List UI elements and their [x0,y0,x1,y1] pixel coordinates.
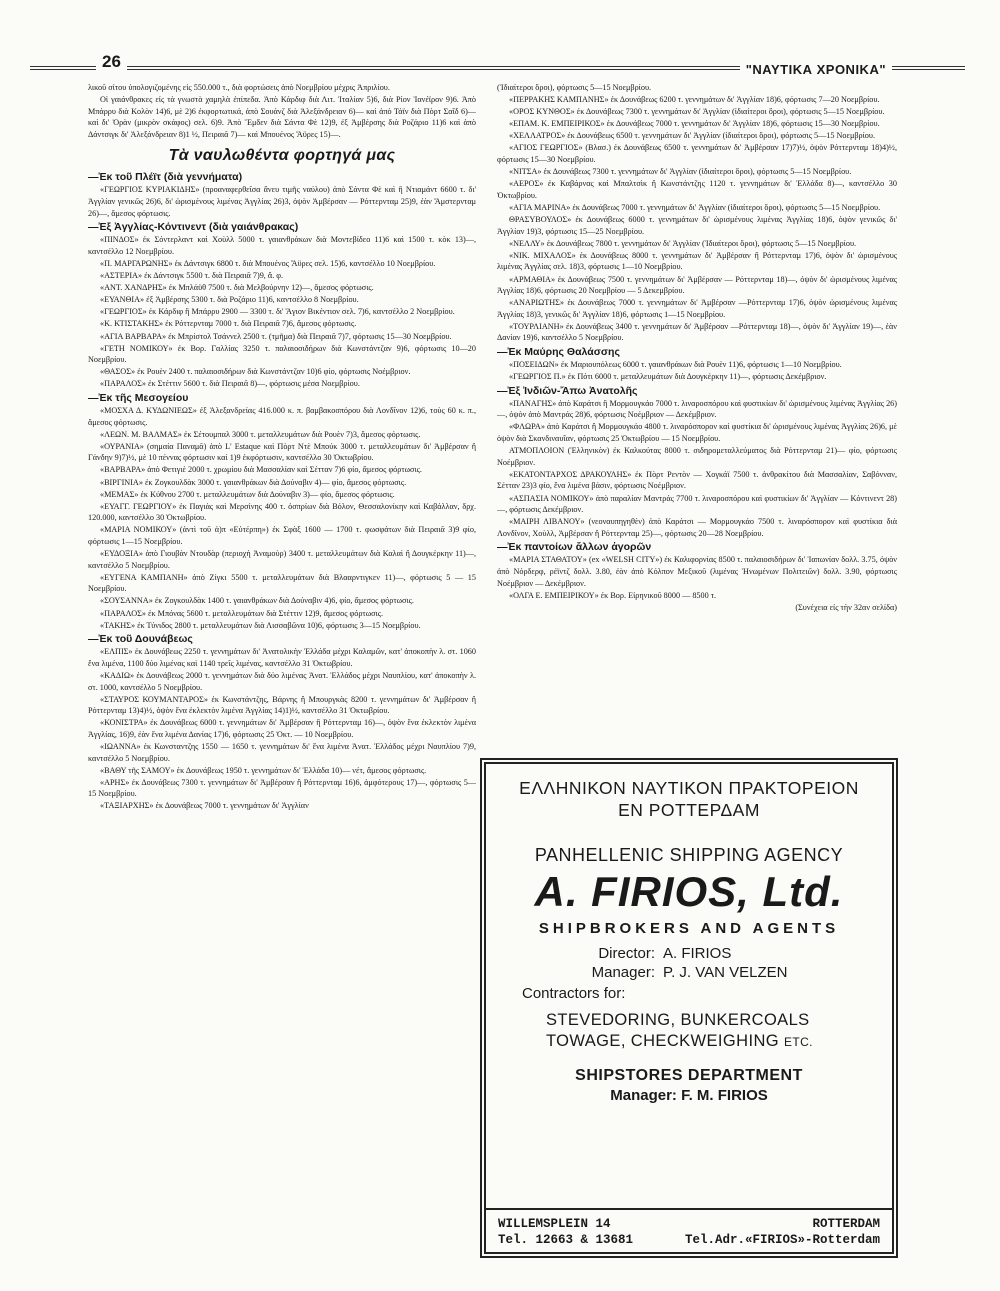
charter-entry: «ΠΟΣΕΙΔΩΝ» ἐκ Μαριουπόλεως 6000 τ. γαιανθράκων διὰ Ρουὲν 11)6, φόρτωσις 1—10 Νοεμβρίου. [509,360,842,370]
charter-entry: «ΓΕΩΡΓΙΟΣ ΚΥΡΙΑΚΙΔΗΣ» (προαναφερθεῖσα ἄνευ τιμῆς ναύλου) ἀπὸ Σάντα Φὲ καὶ ἢ Ντιαμάντ 6600 τ. δι' Ἀγγλίαν γενικῶς 26)6, δι' ὡρισμένους λιμένας Ἀγγλίας 26)3, ὀψὸν Ἀμβέρσαν — Ρόττερνταμ 25)9, ἐὰν Ἄμστερνταμ 26)—, ἄμεσος φόρτωσις. [88,185,476,218]
advert-greek-title: ΕΛΛΗΝΙΚΟΝ ΝΑΥΤΙΚΟΝ ΠΡΑΚΤΟΡΕΙΟΝ [519,778,859,798]
charter-entry: «ΣΤΑΥΡΟΣ ΚΟΥΜΑΝΤΑΡΟΣ» ἐκ Κωνστάντζης, Βάρνης ἢ Μπουργκὰς 8200 τ. γεννημάτων δι' Ἀμβέρσαν ἢ Ρόττερνταμ 13)4)½, ὀψὸν ἕνα ἐκλεκτὸν λιμένα Ἀγγλίας 14)1)½, καντσέλλο 31 Ὀκτωβρίου. [88,694,476,716]
charter-entry: «ΜΑΡΙΑ ΣΤΑΘΑΤΟΥ» (ex «WELSH CITY») ἐκ Καλιφορνίας 8500 τ. παλαιοσιδήρων δι' Ἰαπωνίαν δολλ. 3.75, ὀψὸν ἀπὸ Νόρδερφ, ρέϊντζ δολλ. 3.80, ἐὰν ἀπὸ Κόλπον Μεξικοῦ (λιμένας Ἡνωμένων Πολιτειῶν) δολλ. 3.90, φόρτωσις Νοέμβριον — Δεκέμβριον. [497,555,897,588]
advert-director-row [486,945,892,962]
charter-entry: «ΚΟΝΙΣΤΡΑ» ἐκ Δουνάβεως 6000 τ. γεννημάτων δι' Ἀμβέρσαν ἢ Ρόττερνταμ 16)—, ὀψὸν ἕνα ἐκλεκτὸν λιμένα Ἀγγλίας, 16)9, ἐὰν ἕνα λιμένα Δανίας 17)6, φόρτωσις 25 Ὀκτ. — 10 Νοεμβρίου. [88,718,476,739]
charter-entry: «ΑΝΤ. ΧΑΝΔΡΗΣ» ἐκ Μπλάϋθ 7500 τ. διὰ Μελβούρνην 12)—, ἄμεσος φόρτωσις. [100,283,374,293]
charter-entry: «ΠΑΡΑΛΟΣ» ἐκ Μπόνας 5600 τ. μεταλλευμάτων διὰ Στέττιν 12)9, ἄμεσος φόρτωσις. [100,608,383,618]
services-line-1: STEVEDORING, BUNKERCOALS [546,1011,810,1029]
charter-entry: «ΤΟΥΡΛΙΑΝΗ» ἐκ Δουνάβεως 3400 τ. γεννημάτων δι' Ἀμβέρσαν —Ρόττερνταμ 18)—, ὀψὸν δι' Ἀγγλίαν 19)—, ἐὰν Δανίαν 19)6, καντσέλλο 5 Νοεμβρίου. [497,321,897,343]
section-heading: —Ἐκ τοῦ Δουνάβεως [88,633,193,646]
charter-entry: «ΦΛΩΡΑ» ἀπὸ Καράτσι ἢ Μορμουγκάο 4800 τ. λιναρόσπορον καὶ φυστίκια δι' ὡρισμένους λιμένας Ἀγγλίας 26)6, μὲ ὀψὸν διὰ Σκανδιναυΐαν, φόρτωσις 25 Ὀκτωβρίου — 15 Νοεμβρίου. [497,422,897,444]
telegraph-address: Tel.Adr.«FIRIOS»-Rotterdam [684,1233,880,1247]
advert-english-name: PANHELLENIC SHIPPING AGENCY [534,845,844,865]
intro-paragraph: Οἱ γαιάνθρακες εἰς τὰ γνωστὰ χαμηλὰ ἐπίπεδα. Ἀπὸ Κάρδιφ διὰ Λιτ. Ἰταλίαν 5)6, διὰ Ρίον Ἰανέϊρον 9)6. Ἀπὸ Μπάρρυ διὰ Κολὸν 14)6, μὲ 2)6 ἐκφορτωτικά, ἀπὸ Σουάνζ διὰ Ἀλεξάνδρειαν 6)— καὶ ἀπὸ Τάϊν διὰ Πὸρτ Σαΐδ 6)— καὶ δι' Ὀρὰν (μικρὸν σκάφος) σελ. 6)9. Ἀπὸ Ἔμδεν διὰ Σάντα Φὲ 12)9, ἐξ Ἀμβέρσης διὰ Ροζάριο 11)6 καὶ ἀπὸ Δάντσιγκ δι' Ἀλεξάνδρειαν 8)1 ½, Πειραιᾶ 7)— καὶ Μπουένος Ἄϋρες 15)—. [88,95,476,139]
advert-contact-bar [486,1208,892,1248]
section-heading: —Ἐκ Μαύρης Θαλάσσης [497,346,620,359]
advert-department-manager: Manager: F. M. FIRIOS [610,1087,768,1104]
charter-entry: «ΜΕΜΑΣ» ἐκ Κύθνου 2700 τ. μεταλλευμάτων διὰ Δούναβιν 3)— φίο, ἄμεσος φόρτωσις. [100,489,395,499]
services-line-2 [546,1031,892,1053]
charter-entry: «ΠΕΡΡΑΚΗΣ ΚΑΜΠΑΝΗΣ» ἐκ Δουνάβεως 6200 τ. γεννημάτων δι' Ἀγγλίαν 18)6, φόρτωσις 7—20 Νοεμβρίου. [509,95,880,105]
charter-entry: «ΕΥΓΕΝΑ ΚΑΜΠΑΝΗ» ἀπὸ Ζίγκι 5500 τ. μεταλλευμάτων διὰ Βλααρντιγκεν 11)—, φόρτωσις 5 — 15 Νοεμβρίου. [88,572,476,594]
charter-entry: «ΓΕΩΡΓΙΟΣ» ἐκ Κάρδιφ ἢ Μπάρρυ 2900 — 3300 τ. δι' Ἅγιον Βικέντιον σελ. 7)6, καντσέλλο 2 Νοεμβρίου. [100,307,455,317]
advert-department: SHIPSTORES DEPARTMENT [575,1067,803,1084]
charter-entry: «ΠΑΝΑΓΗΣ» ἀπὸ Καράτσι ἢ Μορμουγκάο 7000 τ. λιναροσπόρου καὶ φυστικίων δι' ὡρισμένους λιμένας Ἀγγλίας 26)—, ὀψὸν ἀπὸ Μαντράς 28)6, φόρτωσις Νοέμβριον — Δεκέμβριον. [497,398,897,420]
charter-entry: «Π. ΜΑΡΓΑΡΩΝΗΣ» ἐκ Δάντσιγκ 6800 τ. διὰ Μπουένος Ἄϋρες σελ. 15)6, καντσέλλο 10 Νοεμβρίου. [100,258,436,268]
advert-greek-city: ΕΝ ΡΟΤΤΕΡΔΑΜ [618,800,760,820]
charter-entry: «ΕΠΑΜ. Κ. ΕΜΠΕΙΡΙΚΟΣ» ἐκ Δουνάβεως 7000 τ. γεννημάτων δι' Ἀγγλίαν 18)6, φόρτωσις 15—30 Νοεμβρίου. [509,119,880,129]
section-heading: —Ἐκ τοῦ Πλέϊτ (διὰ γεννήματα) [88,171,243,184]
charter-entry: «ΜΟΣΧΑ Δ. ΚΥΔΩΝΙΕΩΣ» ἐξ Ἀλεξανδρείας 416.000 κ. π. βαμβακοσπόρου διὰ Λονδῖνον 12)6, τοὺς 60 κ. π., ἄμεσος φόρτωσις. [88,405,476,427]
left-column [88,82,476,1262]
manager-name: P. J. VAN VELZEN [663,964,788,981]
charter-entry: «ΝΙΤΣΑ» ἐκ Δουνάβεως 7300 τ. γεννημάτων δι' Ἀγγλίαν (ἰδιαίτεροι ὅροι), φόρτωσις 5—15 Νοεμβρίου. [509,167,852,177]
advert-firm-name: A. FIRIOS, Ltd. [534,868,844,915]
charter-entry: «ΟΛΓΑ Ε. ΕΜΠΕΙΡΙΚΟΥ» ἐκ Βορ. Εἰρηνικοῦ 8000 — 8500 τ. [509,590,717,600]
charter-entry: «ΒΑΘΥ τῆς ΣΑΜΟΥ» ἐκ Δουνάβεως 1950 τ. γεννημάτων δι' Ἑλλάδα 10)— νέτ, ἄμεσος φόρτωσις. [100,765,427,775]
address-left: WILLEMSPLEIN 14 [498,1217,611,1231]
charter-entry: «ΙΩΑΝΝΑ» ἐκ Κωνσταντζης 1550 — 1650 τ. γεννημάτων δι' ἕνα λιμένα Ἀνατ. Ἑλλάδος μέχρι Ναυπλίου 7)9, καντσέλλο 5 Νοεμβρίου. [88,742,476,763]
charter-entry: «ΓΕΤΗ ΝΟΜΙΚΟΥ» ἐκ Βορ. Γαλλίας 3250 τ. παλαιοσιδήρων διὰ Κωνστάντζαν 9)6, φόρτωσις 10—20 Νοεμβρίου. [88,343,476,365]
charter-entry: «ΕΛΠΙΣ» ἐκ Δουνάβεως 2250 τ. γεννημάτων δι' Ἀνατολικὴν Ἑλλάδα μέχρι Καλαμῶν, κατ' ἀποκοπὴν λ. στ. 1060 ἕνα λιμένα, 1100 δύο λιμένας καὶ 1140 τρεῖς λιμένας, καντσέλλο 31 Ὀκτωβρίου. [88,647,476,668]
services-etc: ETC. [783,1035,813,1049]
director-name: A. FIRIOS [663,945,732,962]
continuation-note: (Συνέχεια εἰς τὴν 32αν σελίδα) [795,602,897,612]
charter-entry: «ΑΡΗΣ» ἐκ Δουνάβεως 7300 τ. γεννημάτων δι' Ἀμβέρσαν ἢ Ρόττερνταμ 16)6, ἀμφότερους 17)—, φόρτωσις 5—15 Νοεμβρίου. [88,777,476,799]
address-right: ROTTERDAM [812,1217,880,1231]
page-number: 26 [96,52,127,72]
charter-entry: «ΚΑΔΙΩ» ἐκ Δουνάβεως 2000 τ. γεννημάτων διὰ δύο λιμένας Ἀνατ. Ἑλλάδος μέχρι Ναυπλίου, κατ' ἀποκοπὴν λ. στ. 1000, καντσέλλο 5 Νοεμβρίου. [88,670,476,692]
charter-entry: «ΜΑΙΡΗ ΛΙΒΑΝΟΥ» (νεοναυπηγηθὲν) ἀπὸ Καράτσι — Μορμουγκάο 7500 τ. λιναρόσπορον καὶ φυστίκια διὰ Λονδῖνον, Χοὺλλ, Ἀμβέρσαν ἢ Ρόττερνταμ 25)—, φόρτωσις 20—28 Νοεμβρίου. [497,517,897,538]
director-label: Director: [598,945,655,962]
charter-entry: «ΒΙΡΓΙΝΙΑ» ἐκ Ζογκουλδὰκ 3000 τ. γαιανθράκων διὰ Δούναβιν 4)— φίο, ἄμεσος φόρτωσις. [100,477,407,487]
section-main-heading: Τὰ ναυλωθέντα φορτηγά μας [168,147,396,165]
charter-entry: «ΑΕΡΟΣ» ἐκ Καβάρνας καὶ Μπαλτσὶκ ἢ Κωνστάντζης 1120 τ. γεννημάτων δι' Ἑλλάδα 8)—, καντσέλλο 30 Ὀκτωβρίου. [497,179,897,200]
charter-entry: «ΧΕΛΛΑΤΡΟΣ» ἐκ Δουνάβεως 6500 τ. γεννημάτων δι' Ἀγγλίαν (ἰδιαίτεροι ὅροι), φόρτωσις 5—15 Νοεμβρίου. [509,131,875,141]
advert-manager-row [486,964,892,981]
charter-entry: «ΕΥΑΓΓ. ΓΕΩΡΓΙΟΥ» ἐκ Παγιὰς καὶ Μερσίνης 400 τ. ὀσπρίων διὰ Βόλον, Θεσσαλονίκην καὶ Καβάλλαν, δρχ. 120.000, καντσέλλο 30 Ὀκτωβρίου. [88,501,476,523]
charter-entry: «ΟΡΟΣ ΚΥΝΘΟΣ» ἐκ Δουνάβεως 7300 τ. γεννημάτων δι' Ἀγγλίαν (ἰδιαίτεροι ὅροι), φόρτωσις 5—15 Νοεμβρίου. [509,107,885,117]
charter-entry: «ΕΥΔΟΞΙΑ» ἀπὸ Γιουβὰν Ντουδὰρ (περιοχὴ Ἀναμοὺρ) 3400 τ. μεταλλευμάτων διὰ Καλαὶ ἢ Δουγκέρκην 11)—, καντσέλλο 5 Νοεμβρίου. [88,549,476,570]
charter-entry: ΑΤΜΟΠΛΟΙΟΝ (Ἑλληνικὸν) ἐκ Καλκούτας 8000 τ. σιδηρομεταλλεύματος διὰ Ρόττερνταμ 21)— φίο, φόρτωσις Νοέμβριον. [497,446,897,467]
intro-paragraph: λικοῦ σίτου ὑπολογιζομένης εἰς 550.000 τ., διὰ φορτώσεις ἀπὸ Νοεμβρίου μέχρις Ἀπριλίου. [88,83,390,92]
charter-entry: «ΘΑΣΟΣ» ἐκ Ρουὲν 2400 τ. παλαιοσιδήρων διὰ Κωνστάντζαν 10)6 φίο, φόρτωσις Νοέμβριον. [100,367,411,377]
section-heading: —Ἐξ Ἰνδιῶν-Ἄπω Ἀνατολῆς [497,384,638,397]
charter-entry: «ΛΕΩΝ. Μ. ΒΑΛΜΑΣ» ἐκ Σέτουμπαλ 3000 τ. μεταλλευμάτων διὰ Ρουὲν 7)3, ἄμεσος φόρτωσις. [100,429,421,439]
charter-entry: «ΤΑΚΗΣ» ἐκ Τύνιδος 2800 τ. μεταλλευμάτων διὰ Λισσαβῶνα 10)6, φόρτωσις 3—15 Νοεμβρίου. [100,620,421,630]
intro-paragraph: (Ἰδιαίτεροι ὅροι), φόρτωσις 5—15 Νοεμβρίου. [497,83,652,92]
charter-entry: «ΑΣΠΑΣΙΑ ΝΟΜΙΚΟΥ» ἀπὸ παραλίαν Μαντράς 7700 τ. λιναροσπόρου καὶ φυστικίων δι' Ἀγγλίαν — Κόντινεντ 28)—, φόρτωσις Δεκέμβριον. [497,493,897,515]
telephone-row [498,1232,880,1248]
charter-entry: «ΒΑΡΒΑΡΑ» ἀπὸ Φετιγιὲ 2000 τ. χρωμίου διὰ Μασσαλίαν καὶ Σέτταν 7)6 φίο, ἄμεσος φόρτωσις. [100,465,422,475]
charter-entry: «ΜΑΡΙΑ ΝΟΜΙΚΟΥ» (ἀντὶ τοῦ ἀ)π «Εὐτέρπη») ἐκ Σφὰξ 1600 — 1700 τ. φωσφάτων διὰ Πειραιᾶ 3)9 φίο, φόρτωσις 1—15 Νοεμβρίου. [88,525,476,546]
charter-entry: «ΑΓΙΑ ΜΑΡΙΝΑ» ἐκ Δουνάβεως 7000 τ. γεννημάτων δι' Ἀγγλίαν (ἰδιαίτεροι ὅροι), φόρτωσις 5—15 Νοεμβρίου. [509,202,881,212]
address-row [498,1216,880,1232]
contractors-label: Contractors for: [522,985,626,1002]
charter-entry: ΘΡΑΣΥΒΟΥΛΟΣ» ἐκ Δουνάβεως 6000 τ. γεννημάτων δι' ὡρισμένους λιμένας Ἀγγλίας 18)6, ὀψὸν γενικῶς δι' Ἀγγλίαν 19)3, φόρτωσις 15—25 Νοεμβρίου. [497,215,897,236]
section-heading: —Ἐξ Ἀγγλίας-Κόντινεντ (διὰ γαιάνθρακας) [88,221,299,234]
charter-entry: «ΕΚΑΤΟΝΤΑΡΧΟΣ ΔΡΑΚΟΥΛΗΣ» ἐκ Πὸρτ Ρεντὸν — Χογκάϊ 7500 τ. ἀνθρακίτου διὰ Μασσαλίαν, Σαβόνναν, Σέτταν 23)3 φίο, ἕνα λιμένα βάσιν, φόρτωσις Νοέμβριον. [497,469,897,491]
charter-entry: «ΑΓΙΟΣ ΓΕΩΡΓΙΟΣ» (Βλασ.) ἐκ Δουνάβεως 6500 τ. γεννημάτων δι' Ἀμβέρσαν 17)7)½, ὀψὸν Ρόττερνταμ 18)4)½, φόρτωσις 15—30 Νοεμβρίου. [497,143,897,165]
charter-entry: «ΑΓΙΑ ΒΑΡΒΑΡΑ» ἐκ Μπρίστολ Τσάννελ 2500 τ. (τμῆμα) διὰ Πειραιᾶ 7)7, φόρτωσις 15—30 Νοεμβρίου. [100,331,452,341]
charter-entry: «ΑΣΤΕΡΙΑ» ἐκ Δάντσιγκ 5500 τ. διὰ Πειραιᾶ 7)9, ἄ. φ. [100,271,284,281]
advert-tagline: SHIPBROKERS AND AGENTS [538,920,840,937]
manager-label: Manager: [591,964,655,981]
charter-entry: «Κ. ΚΤΙΣΤΑΚΗΣ» ἐκ Ρόττερνταμ 7000 τ. διὰ Πειραιᾶ 7)6, ἄμεσος φόρτωσις. [100,319,357,329]
charter-entry: «ΑΝΑΡΙΩΤΗΣ» ἐκ Δουνάβεως 7000 τ. γεννημάτων δι' Ἀμβέρσαν —Ρόττερνταμ 17)6, ὀψὸν ὡρισμένους λιμένας Ἀγγλίας 18)3, γενικῶς δι' Ἀγγλίαν 18)6, φόρτωσις 1—15 Νοεμβρίου. [497,298,897,319]
charter-entry: «ΟΥΡΑΝΙΑ» (σημαία Παναμᾶ) ἀπὸ L' Estaque καὶ Πὸρτ Ντὲ Μπούκ 3000 τ. μεταλλευμάτων δι' Ἀμβέρσαν ἢ Γάνδην 9)7)½, μὲ 10 πέννας φόρτωσιν καὶ 1)9 ἐκφόρτωσιν, καντσέλλο 30 Ὀκτωβρίου. [88,441,476,463]
charter-entry: «ΠΙΝΔΟΣ» ἐκ Σόντερλαντ καὶ Χοὺλλ 5000 τ. γαιανθράκων διὰ Μοντεβίδεο 11)6 καὶ 1500 τ. κὸκ 13)—, καντσέλλο 12 Νοεμβρίου. [88,235,476,256]
charter-entry: «ΝΕΛΛΥ» ἐκ Δουνάβεως 7800 τ. γεννημάτων δι' Ἀγγλίαν (Ἰδιαίτεροι ὅροι), φόρτωσις 5—15 Νοεμβρίου. [509,238,857,248]
charter-entry: «ΑΡΜΑΘΙΑ» ἐκ Δουνάβεως 7500 τ. γεννημάτων δι' Ἀμβέρσαν — Ρόττερνταμ 18)—, ὀψὸν δι' ὡρισμένους λιμένας Ἀγγλίας 18)6, φόρτωσις 20 Νοεμβρίου — 5 Δεκεμβρίου. [497,274,897,296]
right-column [497,82,897,762]
shipping-agency-advert [480,758,898,1258]
services-line-2-text: TOWAGE, CHECKWEIGHING [546,1032,779,1050]
advert-services [486,1010,892,1053]
telephone: Tel. 12663 & 13681 [498,1233,634,1247]
section-heading: —Ἐκ παντοίων ἄλλων ἀγορῶν [497,541,652,554]
section-heading: —Ἐκ τῆς Μεσογείου [88,391,189,404]
charter-entry: «ΠΑΡΑΛΟΣ» ἐκ Στέττιν 5600 τ. διὰ Πειραιᾶ 8)—, φόρτωσις μέσα Νοεμβρίου. [100,379,360,389]
charter-entry: «ΣΟΥΣΑΝΝΑ» ἐκ Ζογκουλδὰκ 1400 τ. γαιανθράκων διὰ Δούναβιν 4)6, φίο, ἄμεσος φόρτωσις. [100,596,414,606]
charter-entry: «ΤΑΞΙΑΡΧΗΣ» ἐκ Δουνάβεως 7000 τ. γεννημάτων δι' Ἀγγλίαν [100,801,309,811]
charter-entry: «ΓΕΩΡΓΙΟΣ Π.» ἐκ Πότι 6000 τ. μεταλλευμάτων διὰ Δουγκέρκην 11)—, φόρτωσις Δεκέμβριον. [509,372,827,382]
journal-title: "ΝΑΥΤΙΚΑ ΧΡΟΝΙΚΑ" [740,62,892,77]
charter-entry: «ΝΙΚ. ΜΙΧΑΛΟΣ» ἐκ Δουνάβεως 8000 τ. γεννημάτων δι' Ἀμβέρσαν ἢ Ρόττερνταμ 17)6, ὀψὸν δι' ὡρισμένους λιμένας Ἀγγλίας σελ. 18)3, φόρτωσις 1—10 Νοεμβρίου. [497,250,897,272]
charter-entry: «ΕΥΑΝΘΙΑ» ἐξ Ἀμβέρσης 5300 τ. διὰ Ροζάριο 11)6, καντσέλλο 8 Νοεμβρίου. [100,295,359,305]
